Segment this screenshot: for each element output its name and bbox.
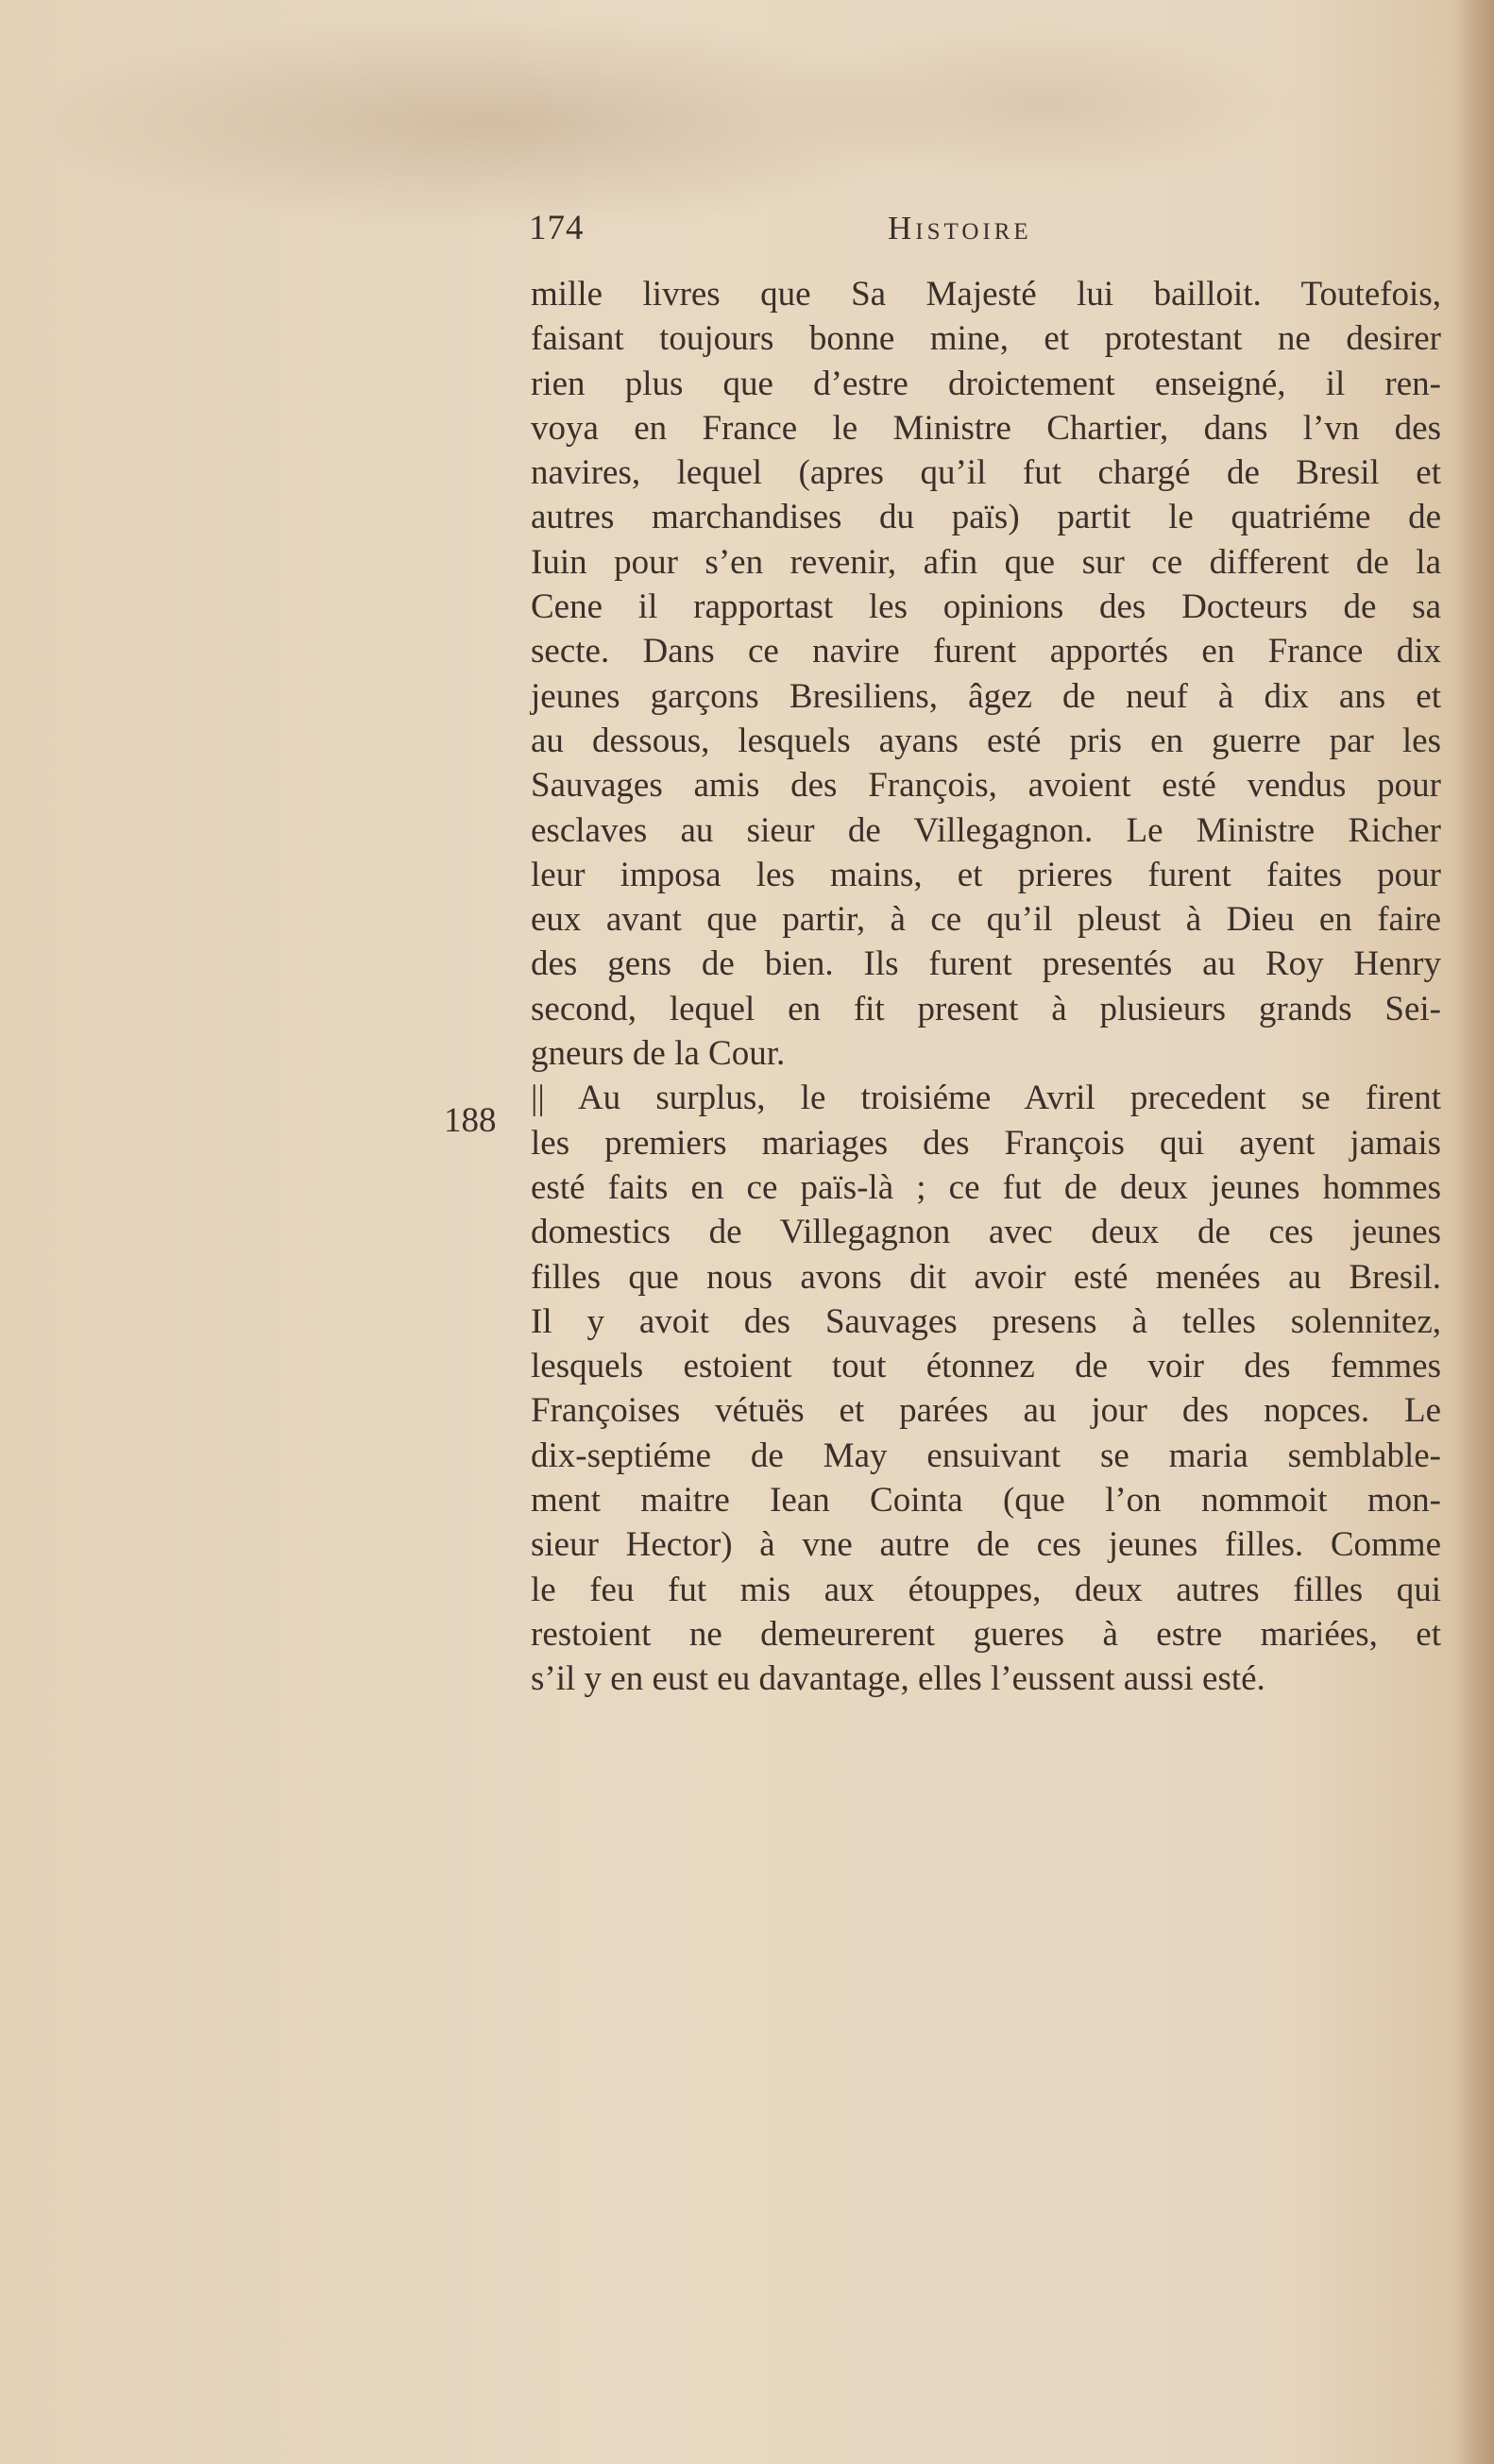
text-line: Iuin pour s’en revenir, afin que sur ce different de la <box>531 542 1441 582</box>
text-line: esté faits en ce païs-là ; ce fut de deux jeunes hommes <box>531 1167 1441 1207</box>
text-line: sieur Hector) à vne autre de ces jeunes filles. Comme <box>531 1525 1441 1565</box>
text-line: Cene il rapportast les opinions des Docteurs de sa <box>531 587 1441 627</box>
text-line: leur imposa les mains, et prieres furent faites pour <box>531 855 1441 894</box>
text-line: || Au surplus, le troisiéme Avril precedent se firent <box>531 1079 1441 1118</box>
text-line: dix-septiéme de May ensuivant se maria semblable- <box>531 1436 1441 1475</box>
text-line: jeunes garçons Bresiliens, âgez de neuf à dix ans et <box>531 676 1441 716</box>
text-line: s’il y en eust eu davantage, elles l’eussent aussi esté. <box>531 1659 1265 1699</box>
text-line: le feu fut mis aux étouppes, deux autres filles qui <box>531 1570 1441 1609</box>
page-edge-shadow <box>1456 0 1494 2464</box>
text-line: secte. Dans ce navire furent apportés en France dix <box>531 632 1441 671</box>
text-line: des gens de bien. Ils furent presentés au Roy Henry <box>531 944 1441 984</box>
text-line: lesquels estoient tout étonnez de voir des femmes <box>531 1347 1441 1386</box>
running-title: Histoire <box>888 210 1032 246</box>
text-line: second, lequel en fit present à plusieurs grands Sei- <box>531 989 1441 1028</box>
text-line: au dessous, lesquels ayans esté pris en guerre par les <box>531 721 1441 760</box>
text-line: Il y avoit des Sauvages presens à telles solennitez, <box>531 1301 1441 1341</box>
page-number: 174 <box>529 209 585 247</box>
body-text <box>531 272 1441 1702</box>
text-line: eux avant que partir, à ce qu’il pleust à Dieu en faire <box>531 900 1441 940</box>
text-line: restoient ne demeurerent gueres à estre mariées, et <box>531 1614 1441 1654</box>
text-line: filles que nous avons dit avoir esté menées au Bresil. <box>531 1257 1441 1297</box>
text-line: les premiers mariages des François qui ayent jamais <box>531 1123 1441 1163</box>
text-line: Françoises vétuës et parées au jour des nopces. Le <box>531 1391 1441 1431</box>
text-line: gneurs de la Cour. <box>531 1034 786 1074</box>
text-line: voya en France le Ministre Chartier, dans l’vn des <box>531 408 1441 448</box>
text-line: mille livres que Sa Majesté lui bailloit. Toutefois, <box>531 275 1441 314</box>
text-line: ment maitre Iean Cointa (que l’on nommoit mon- <box>531 1481 1441 1521</box>
text-line: rien plus que d’estre droictement enseigné, il ren- <box>531 364 1441 403</box>
text-line: faisant toujours bonne mine, et protestant ne desirer <box>531 319 1441 359</box>
text-line: navires, lequel (apres qu’il fut chargé de Bresil et <box>531 453 1441 493</box>
text-line: Sauvages amis des François, avoient esté vendus pour <box>531 766 1441 806</box>
text-line: autres marchandises du païs) partit le quatriéme de <box>531 498 1441 537</box>
text-line: esclaves au sieur de Villegagnon. Le Ministre Richer <box>531 810 1441 850</box>
running-head <box>529 208 1473 264</box>
margin-page-reference: 188 <box>444 1101 497 1140</box>
text-line: domestics de Villegagnon avec deux de ces jeunes <box>531 1213 1441 1252</box>
